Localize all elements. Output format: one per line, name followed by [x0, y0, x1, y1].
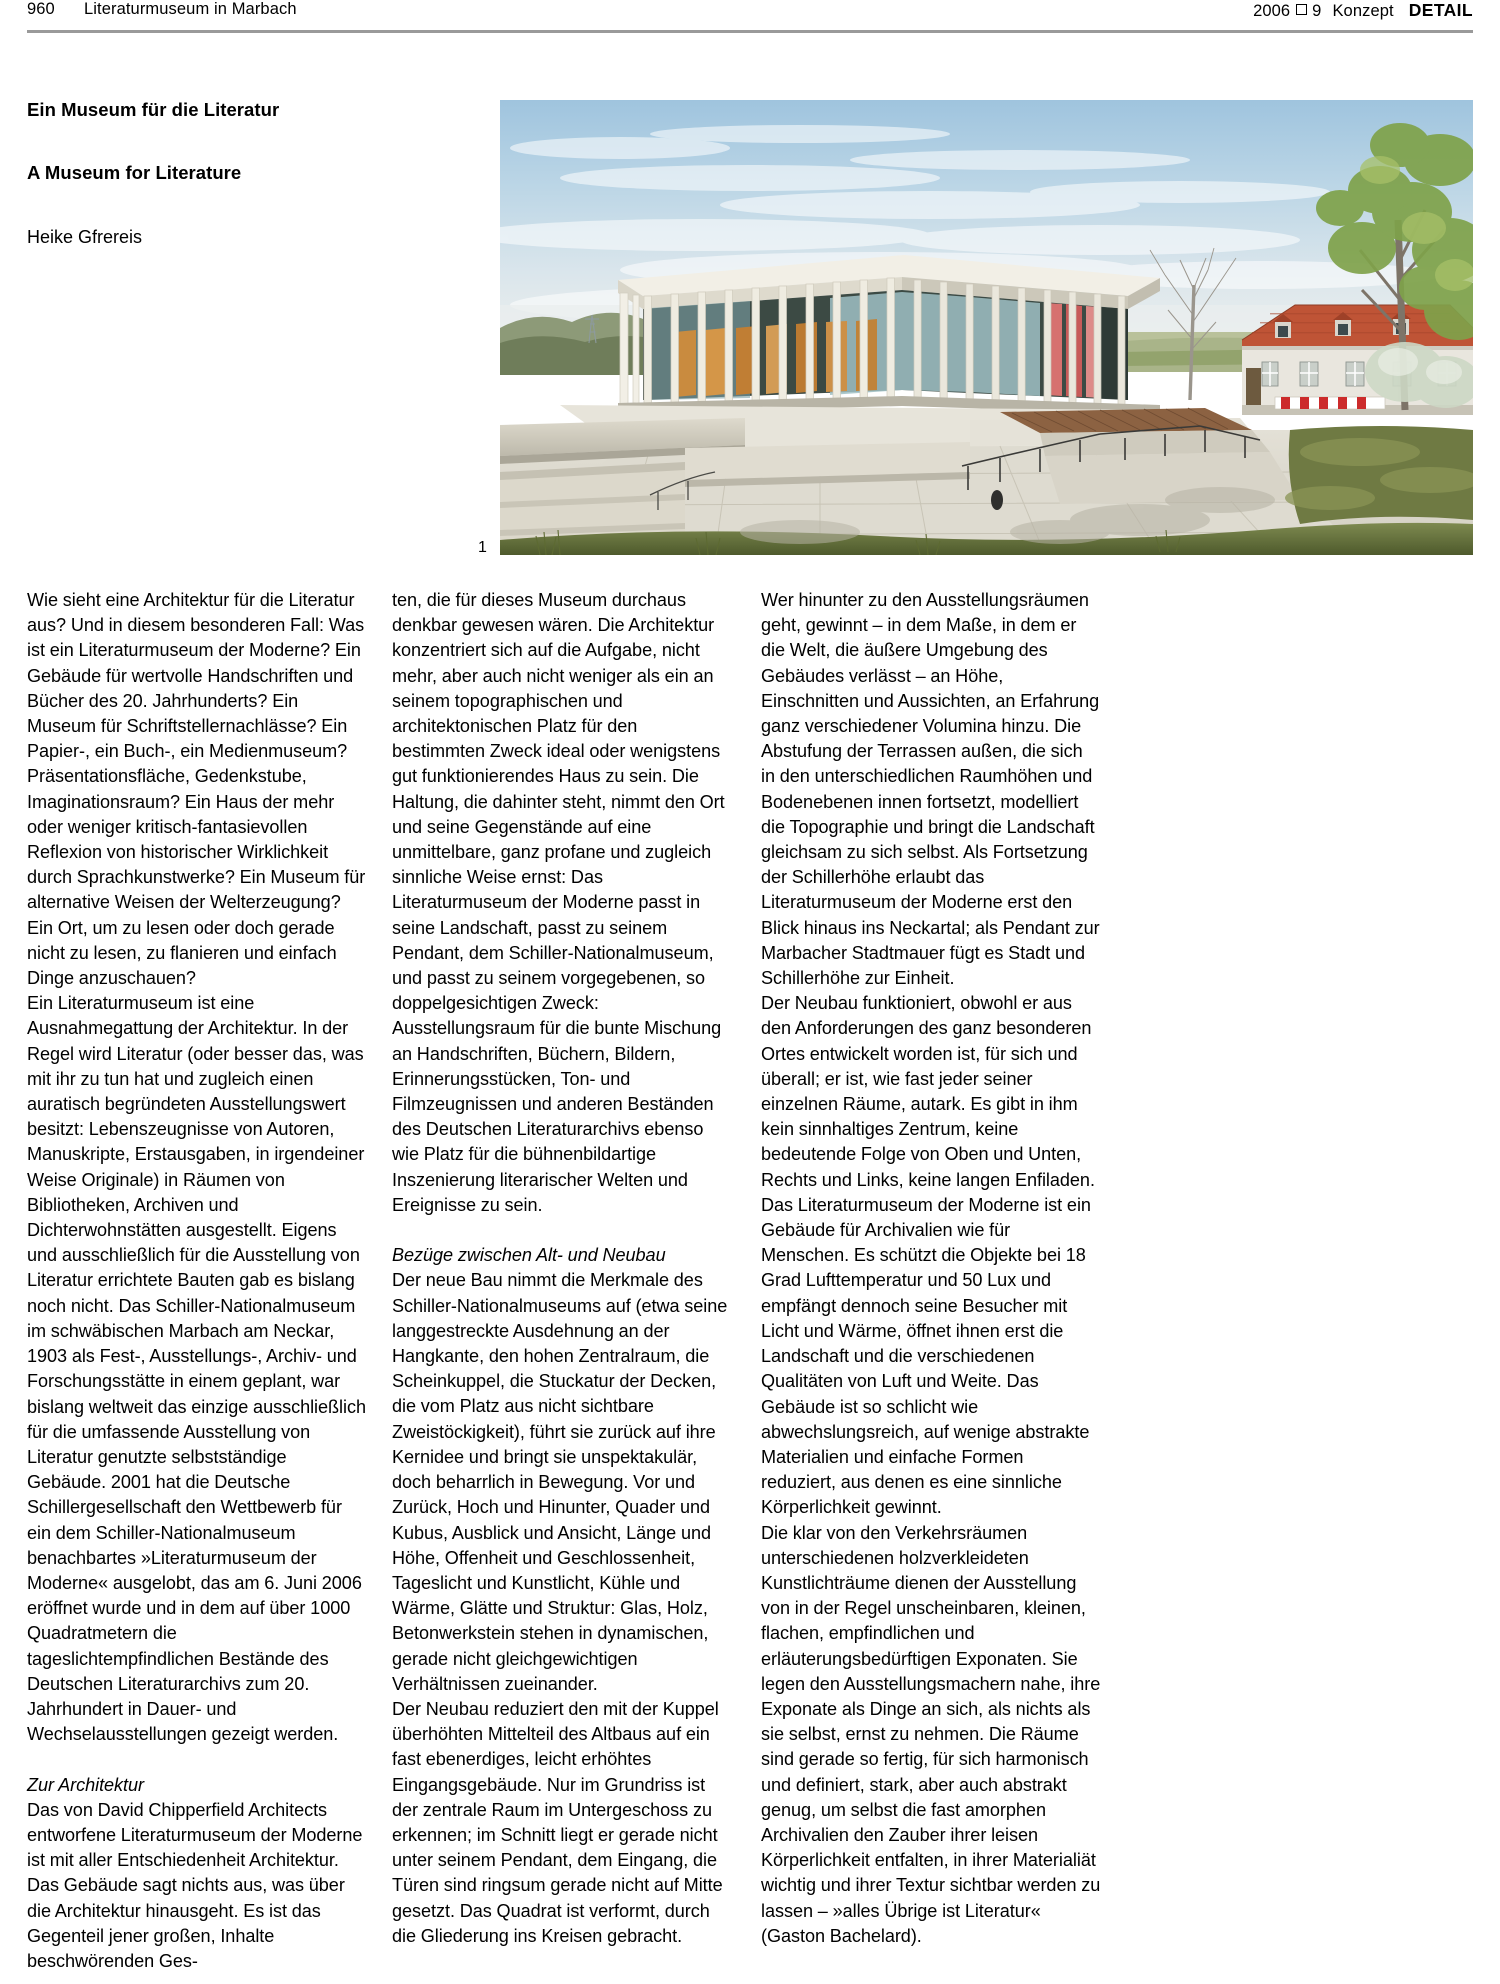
paragraph: ten, die für dieses Museum durchaus denkbar gewesen wären. Die Architektur konzentriert sich auf die Aufgabe, nicht mehr, aber auch nicht weniger als ein an seinem topographischen und architektonischen Platz für den bestimmten Zweck ideal oder wenigstens gut funktionierendes Haus zu sein. Die Haltung, die dahinter steht, nimmt den Ort und seine Gegenstände auf eine unmittelbare, ganz profane und zugleich sinnliche Weise ernst: Das Literaturmuseum der Moderne passt in seine Landschaft, passt zu seinem Pendant, dem Schiller-Nationalmuseum, und passt zu seinem vorgegebenen, so doppelgesichtigen Zweck: Ausstellungsraum für die bunte Mischung an Handschriften, Büchern, Bildern, Erinnerungsstücken, Ton- und Filmzeugnissen und anderen Beständen des Deutschen Literaturarchivs ebenso wie Platz für die bühnenbildartige Inszenierung literarischer Welten und Ereignisse zu sein. — [392, 590, 725, 1215]
subheading: Zur Architektur — [27, 1774, 145, 1795]
paragraph: Ein Literaturmuseum ist eine Ausnahmegattung der Architektur. In der Regel wird Literatur (oder besser das, was mit ihr zu tun hat und zugleich einen auratisch begründeten Ausstellungswert besitzt: Lebenszeugnisse von Autoren, Manuskripte, Erstausgaben, in irgendeiner Weise Originale) in Räumen von Bibliotheken, Archiven und Dichterwohnstätten ausgestellt. Eigens und ausschließlich für die Ausstellung von Literatur errichtete Bauten gab es bislang noch nicht. Das Schiller-Nationalmuseum im schwäbischen Marbach am Neckar, 1903 als Fest-, Ausstellungs-, Archiv- und Forschungsstätte in einem geplant, war bislang weltweit das einzige ausschließlich für die umfassende Ausstellung von Literatur genutzte selbstständige Gebäude. 2001 hat die Deutsche Schillergesellschaft den Wettbewerb für ein dem Schiller-Nationalmuseum benachbartes »Literaturmuseum der Moderne« ausgelobt, das am 6. Juni 2006 eröffnet wurde und in dem auf über 1000 Quadratmetern die tageslichtempfindlichen Bestände des Deutschen Literaturarchivs zum 20. Jahrhundert in Dauer- und Wechselausstellungen gezeigt werden. — [27, 993, 366, 1745]
figure-photo — [500, 100, 1473, 555]
paragraph: Die klar von den Verkehrsräumen unterschiedenen holzverkleideten Kunstlichträume dienen der Ausstellung von in der Regel unscheinbaren, kleinen, flachen, empfindlichen und erläuterungsbedürftigen Exponaten. Sie legen den Ausstellungsmachern nahe, ihre Exponate als Dinge an sich, als nichts als sie selbst, ernst zu nehmen. Die Räume sind gerade so fertig, für sich harmonisch und definiert, stark, aber auch abstrakt genug, um selbst die fast amorphen Archivalien den Zauber ihrer leisen Körperlichkeit entfalten, in ihrer Materialiät wichtig und ihrer Textur sichtbar werden zu lassen – »alles Übrige ist Literatur« (Gaston Bachelard). — [761, 1522, 1101, 1946]
article-head — [27, 98, 357, 249]
running-head-left — [27, 0, 297, 19]
article-author: Heike Gfrereis — [27, 227, 143, 248]
running-head-title: Literaturmuseum in Marbach — [84, 0, 297, 18]
section-label: Konzept — [1332, 2, 1394, 20]
paragraph: Das Literaturmuseum der Moderne ist ein Gebäude für Archivalien wie für Menschen. Es schützt die Objekte bei 18 Grad Lufttemperatur und 50 Lux und empfängt dennoch seine Besucher mit Licht und Wärme, öffnet ihnen erst die Landschaft und die verschiedenen Qualitäten von Luft und Weite. Das Gebäude ist so schlicht wie abwechslungsreich, auf wenige abstrakte Materialien und einfache Formen reduziert, aus denen es eine sinnliche Körperlichkeit gewinnt. — [761, 1194, 1091, 1518]
brand-logo: DETAIL — [1408, 0, 1473, 20]
figure-number: 1 — [478, 539, 487, 556]
photo-illustration — [500, 100, 1473, 555]
issue-number: 9 — [1312, 2, 1322, 20]
paragraph: Der neue Bau nimmt die Merkmale des Schiller-Nationalmuseums auf (etwa seine langgestreckte Ausdehnung an der Hangkante, den hohen Zentralraum, die Scheinkuppel, die Stuckatur der Decken, die vom Platz aus nicht sichtbare Zweistöckigkeit), führt sie zurück auf ihre Kernidee und bringt sie unspektakulär, doch beharrlich in Bewegung. Vor und Zurück, Hoch und Hinunter, Quader und Kubus, Ausblick und Ansicht, Länge und Höhe, Offenheit und Geschlossenheit, Tageslicht und Kunstlicht, Kühle und Wärme, Glätte und Struktur: Glas, Holz, Betonwerkstein stehen in dynamischen, gerade nicht gleichgewichtigen Verhältnissen zueinander. — [392, 1270, 728, 1694]
text-column-2 — [392, 588, 732, 1949]
paragraph: Das von David Chipperfield Architects entworfene Literaturmuseum der Moderne ist mit aller Entschiedenheit Architektur. Das Gebäude sagt nichts aus, was über die Architektur hinausgeht. Es ist das Gegenteil jener großen, Inhalte beschwörenden Ges- — [27, 1799, 363, 1971]
running-head-right — [1253, 0, 1473, 21]
paragraph: Wer hinunter zu den Ausstellungsräumen geht, gewinnt – in dem Maße, in dem er die Welt, die äußere Umgebung des Gebäudes verlässt – an Höhe, Einschnitten und Aussichten, an Erfahrung ganz verschiedener Volumina hinzu. Die Abstufung der Terrassen außen, die sich in den unterschiedlichen Raumhöhen und Bodenebenen innen fortsetzt, modelliert die Topographie und bringt die Landschaft gleichsam zu sich selbst. Als Fortsetzung der Schillerhöhe erlaubt das Literaturmuseum der Moderne erst den Blick hinaus ins Neckartal; als Pendant zur Marbacher Stadtmauer fügt es Stadt und Schillerhöhe zur Einheit. — [761, 590, 1100, 989]
square-glyph-icon — [1296, 4, 1307, 15]
paragraph: Der Neubau reduziert den mit der Kuppel überhöhten Mittelteil des Altbaus auf ein fast ebenerdiges, leicht erhöhtes Eingangsgebäude. Nur im Grundriss ist der zentrale Raum im Untergeschoss zu erkennen; im Schnitt liegt er gerade nicht unter seinem Pendant, dem Eingang, die Türen sind ringsum gerade nicht auf Mitte gesetzt. Das Quadrat ist verformt, durch die Gliederung ins Kreisen gebracht. — [392, 1698, 723, 1946]
page-folio: 960 — [27, 0, 55, 18]
text-column-3 — [761, 588, 1101, 1949]
article-title-de: Ein Museum für die Literatur — [27, 99, 280, 120]
paragraph: Der Neubau funktioniert, obwohl er aus den Anforderungen des ganz besonderen Ortes entwickelt worden ist, für sich und überall; er ist, wie fast jeder seiner einzelnen Räume, autark. Es gibt in ihm kein sinnhaltiges Zentrum, keine bedeutende Folge von Oben und Unten, Rechts und Links, keine langen Enfiladen. — [761, 993, 1095, 1190]
article-title-en: A Museum for Literature — [27, 162, 242, 184]
text-column-1 — [27, 588, 367, 1974]
subheading: Bezüge zwischen Alt- und Neubau — [392, 1245, 666, 1266]
paragraph: Wie sieht eine Architektur für die Literatur aus? Und in diesem besonderen Fall: Was ist ein Literaturmuseum der Moderne? Ein Gebäude für wertvolle Handschriften und Bücher des 20. Jahrhunderts? Ein Museum für Schriftstellernachlässe? Ein Papier-, ein Buch-, ein Medienmuseum? Präsentationsfläche, Gedenkstube, Imaginationsraum? Ein Haus der mehr oder weniger kritisch-fantasievollen Reflexion von historischer Wirklichkeit durch Sprachkunstwerke? Ein Museum für alternative Weisen der Welterzeugung? Ein Ort, um zu lesen oder doch gerade nicht zu lesen, zu flanieren und einfach Dinge anzuschauen? — [27, 590, 366, 989]
header-rule — [27, 30, 1473, 33]
issue-year: 2006 — [1253, 2, 1291, 20]
running-head — [27, 0, 1473, 34]
